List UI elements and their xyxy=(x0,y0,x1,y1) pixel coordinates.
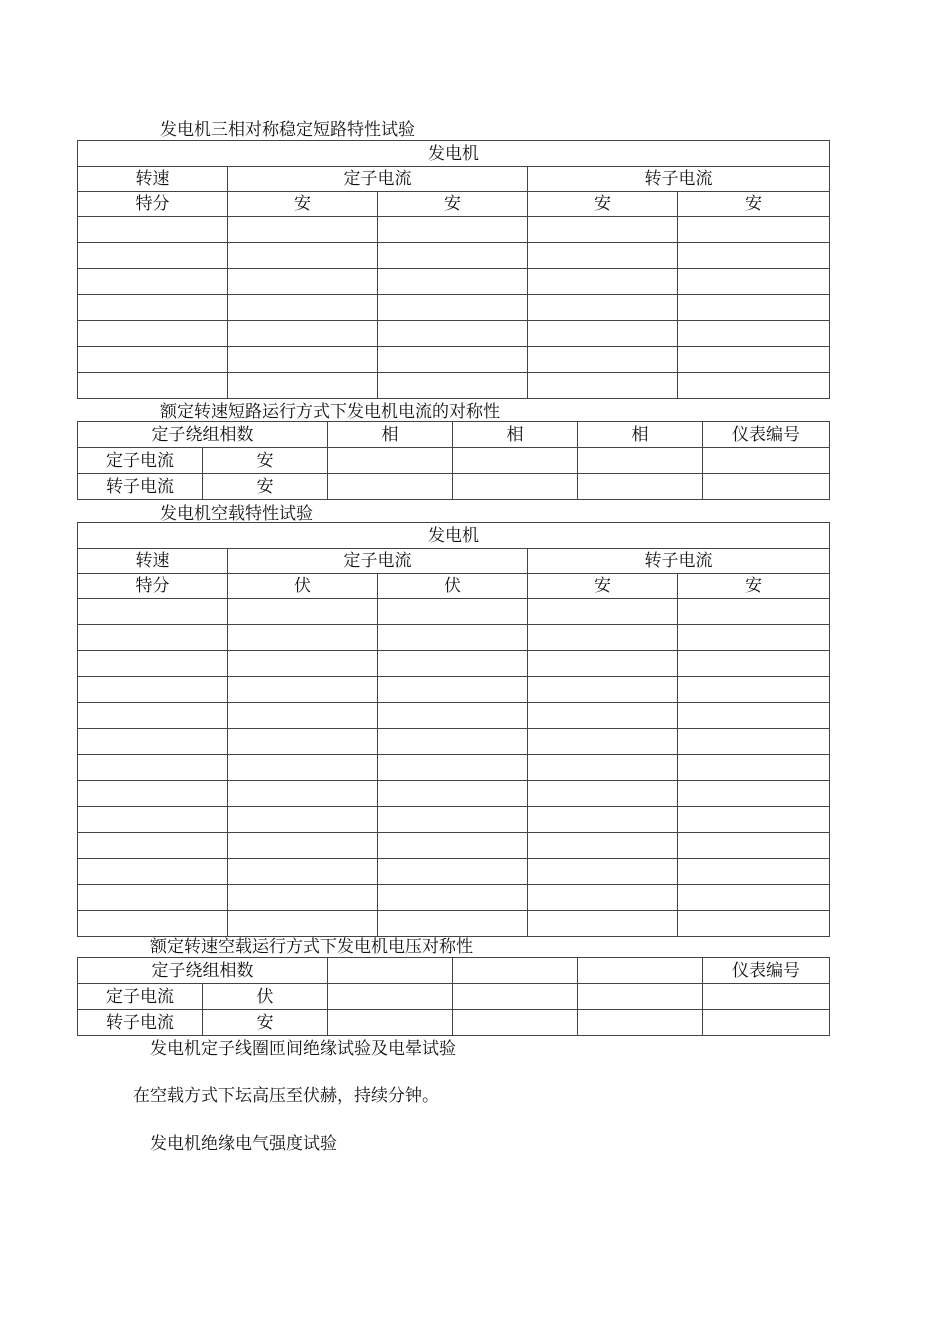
section5-caption: 发电机定子线圈匝间绝缘试验及电晕试验 xyxy=(150,1039,456,1059)
section1-caption: 发电机三相对称稳定短路特性试验 xyxy=(160,120,415,140)
unit-cell: 安 xyxy=(528,192,678,217)
table-row xyxy=(78,599,830,625)
col-rotor-current: 转子电流 xyxy=(528,167,830,192)
unit-cell: 安 xyxy=(678,192,830,217)
row-label: 转子电流 xyxy=(78,1010,203,1036)
row-label: 定子电流 xyxy=(78,448,203,474)
unit-speed: 特分 xyxy=(78,192,228,217)
table-row xyxy=(78,295,830,321)
table-row xyxy=(78,807,830,833)
table-row xyxy=(78,859,830,885)
no-load-table xyxy=(77,522,830,937)
table-row xyxy=(78,911,830,937)
table-row xyxy=(78,625,830,651)
table-row xyxy=(78,651,830,677)
unit-cell: 安 xyxy=(678,574,830,599)
table-row xyxy=(78,243,830,269)
col-speed: 转速 xyxy=(78,549,228,574)
section4-caption: 额定转速空载运行方式下发电机电压对称性 xyxy=(150,937,473,957)
section2-caption: 额定转速短路运行方式下发电机电流的对称性 xyxy=(160,402,500,422)
table-row xyxy=(78,781,830,807)
section3-caption: 发电机空载特性试验 xyxy=(160,504,313,524)
table-row xyxy=(78,321,830,347)
phase-cell: 相 xyxy=(578,422,703,448)
phase-cell: 相 xyxy=(328,422,453,448)
table-row xyxy=(78,729,830,755)
col-stator-current: 定子电流 xyxy=(228,549,528,574)
voltage-symmetry-table xyxy=(77,957,830,1036)
unit-cell: 安 xyxy=(378,192,528,217)
winding-phase-label: 定子绕组相数 xyxy=(78,422,328,448)
unit-cell: 安 xyxy=(528,574,678,599)
row-label: 转子电流 xyxy=(78,474,203,500)
table-row xyxy=(78,269,830,295)
table-row xyxy=(78,217,830,243)
unit-cell: 伏 xyxy=(228,574,378,599)
meter-number: 仪表编号 xyxy=(703,958,830,984)
meter-number: 仪表编号 xyxy=(703,422,830,448)
table-header: 发电机 xyxy=(78,141,830,167)
phase-cell: 相 xyxy=(453,422,578,448)
row-unit: 安 xyxy=(203,1010,328,1036)
col-stator-current: 定子电流 xyxy=(228,167,528,192)
table-row xyxy=(78,703,830,729)
row-label: 定子电流 xyxy=(78,984,203,1010)
table-row xyxy=(78,755,830,781)
col-rotor-current: 转子电流 xyxy=(528,549,830,574)
col-speed: 转速 xyxy=(78,167,228,192)
table-row xyxy=(78,677,830,703)
short-circuit-table xyxy=(77,140,830,399)
row-unit: 安 xyxy=(203,474,328,500)
table-row xyxy=(78,885,830,911)
current-symmetry-table xyxy=(77,421,830,500)
section5-text: 在空载方式下坛高压至伏赫，持续分钟。 xyxy=(133,1086,439,1106)
row-unit: 伏 xyxy=(203,984,328,1010)
unit-cell: 伏 xyxy=(378,574,528,599)
unit-cell: 安 xyxy=(228,192,378,217)
winding-phase-label: 定子绕组相数 xyxy=(78,958,328,984)
unit-speed: 特分 xyxy=(78,574,228,599)
table-row xyxy=(78,833,830,859)
row-unit: 安 xyxy=(203,448,328,474)
table-header: 发电机 xyxy=(78,523,830,549)
table-row xyxy=(78,373,830,399)
section6-caption: 发电机绝缘电气强度试验 xyxy=(150,1134,337,1154)
table-row xyxy=(78,347,830,373)
